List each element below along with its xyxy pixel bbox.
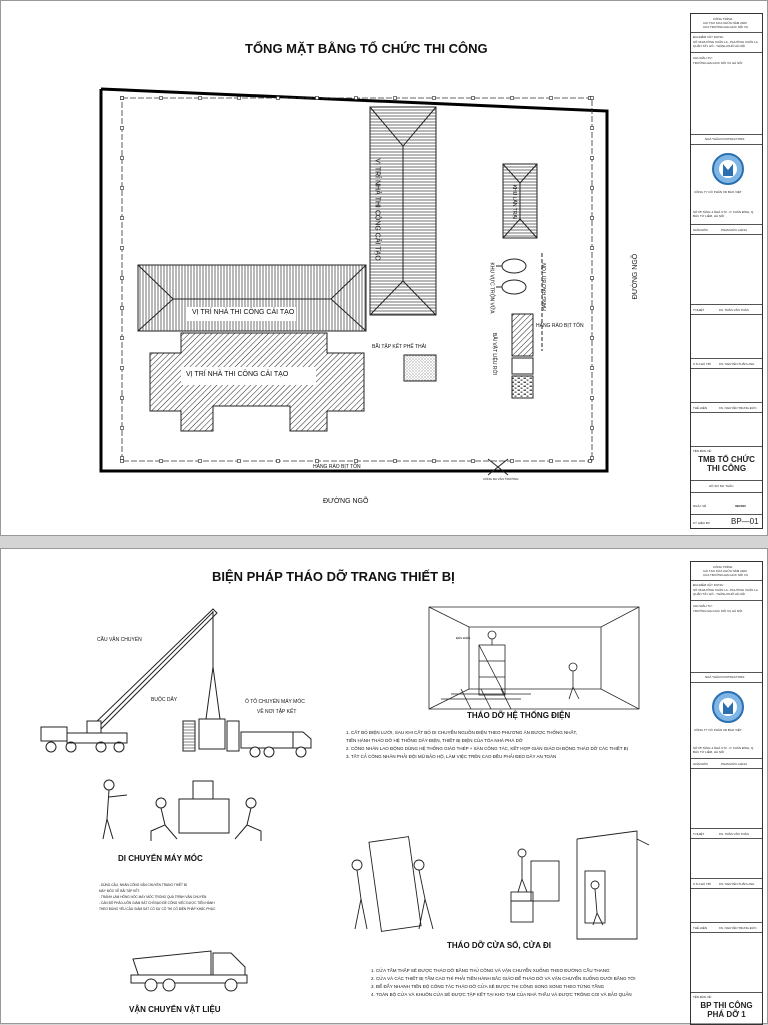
tb-contractor-head: NHÀ THẦU/CONTRACTORS:	[705, 137, 746, 141]
tb-director-name: PHẠM ĐỨC HẠNH	[721, 228, 747, 232]
label-truck-bottom: VỀ NƠI TẬP KẾT	[257, 709, 297, 715]
fence-post	[316, 97, 319, 100]
fence-post	[277, 97, 280, 100]
fence-post	[121, 397, 124, 400]
label-truck-top: Ô TÔ CHUYỂN MÁY MÓC	[245, 699, 305, 705]
tb-owner-head: CHỦ ĐẦU TƯ:	[693, 604, 713, 608]
building-left-lower	[150, 333, 364, 431]
fence-post	[199, 460, 202, 463]
fence-post	[550, 460, 553, 463]
window-caption: THÁO DỠ CỬA SỔ, CỬA ĐI	[447, 941, 551, 950]
electrical-caption: THÁO DỠ HỆ THỐNG ĐIỆN	[467, 711, 571, 720]
fence-post	[199, 97, 202, 100]
fence-post	[121, 247, 124, 250]
site-plan-drawing	[1, 1, 768, 537]
fence-post	[355, 460, 358, 463]
company-logo	[711, 690, 745, 724]
fence-post	[160, 97, 163, 100]
tb-project-line2: CỦA TRƯỜNG ĐẠI HỌC NỘI VỤ	[703, 25, 749, 29]
fence-post	[394, 97, 397, 100]
fence-post	[591, 397, 594, 400]
transport-truck	[241, 732, 311, 757]
tb-project-line2: CỦA TRƯỜNG ĐẠI HỌC NỘI VỤ	[703, 573, 749, 577]
transport-caption: VẬN CHUYỂN VẬT LIỆU	[129, 1005, 221, 1014]
fence-post	[355, 97, 358, 100]
demolition-drawing	[1, 549, 768, 1025]
fence-post	[121, 457, 124, 460]
label-waste: BÃI TẬP KẾT PHẾ THẢI	[372, 344, 427, 350]
tb-design-name: KS. NGUYỄN TRUNG ĐỨC	[719, 926, 757, 930]
tb-drawing-name: BP THI CÔNG PHÁ DỠ 1	[700, 1001, 753, 1019]
electrical-note: 2. CÔNG NHÂN LAO ĐỘNG DÙNG HỆ THỐNG GIÁO THÉP + SÀN CÔNG TÁC, KẾT HỢP GIÀN GIÁO DI ĐỘNG THÁO DỠ CÁC THIẾT BỊ	[346, 746, 628, 751]
tb-manager-role: T.NHIỆT	[693, 308, 705, 312]
tb-date-label: NGÀY VẼ	[693, 504, 707, 508]
fence-post	[121, 460, 124, 463]
window-note: 3. ĐỂ ĐẨY NHANH TIẾN ĐỘ CÔNG TÁC THÁO DỠ CỬA SẼ ĐƯỢC THI CÔNG SONG SONG THEO TỪNG TẦNG	[371, 984, 605, 989]
label-road-right: ĐƯỜNG NGÕ	[632, 253, 640, 300]
tb-check-name: KS. NGUYỄN XUÂN LINH	[719, 882, 755, 886]
fence-post	[238, 97, 241, 100]
machine-note: - TRÁNH LÀM HỎNG HÓC MÁY MÓC TRONG QUÁ TRÌNH VẬN CHUYỂN	[99, 895, 207, 899]
fence-post	[121, 337, 124, 340]
fence-post	[472, 460, 475, 463]
machine-note: - DÙNG CẦU, NHÂN CÔNG VẬN CHUYỂN TRANG THIẾT BỊ	[99, 883, 187, 887]
label-fence-corner: HÀNG RÀO BỊT TÔN	[536, 323, 584, 329]
tb-project-head: CÔNG TRÌNH:	[713, 17, 733, 21]
tb-manager-name: KS. TRẦN VĂN TOÀN	[719, 308, 749, 312]
window-notes	[371, 967, 635, 999]
label-building-center: VỊ TRÍ NHÀ THI CÔNG CẢI TẠO	[373, 158, 381, 261]
tb-project-line1: CẢI TẠO SỬA CHỮA NĂM 2020	[703, 21, 747, 25]
tb-project-head: CÔNG TRÌNH:	[713, 565, 733, 569]
dump-truck	[131, 951, 247, 991]
fence-post	[433, 97, 436, 100]
machine-note: MÁY MÓC VỀ BÃI TẬP KẾT.	[99, 889, 140, 893]
label-gate: CỔNG RA VÀO TRƯỜNG	[483, 477, 519, 481]
tb-design-role: THỂ HIỆN	[693, 406, 708, 410]
tb-manager-role: T.NHIỆT	[693, 832, 705, 836]
tb-director-name: PHẠM ĐỨC HẠNH	[721, 762, 747, 766]
electrical-note: 3. TẤT CẢ CÔNG NHÂN PHẢI ĐỘI MŨ BẢO HỘ, LÀM VIỆC TRÊN CAO ĐỀU PHẢI ĐEO DÂY AN TOÀN	[346, 754, 557, 759]
fence-post	[511, 97, 514, 100]
window-note: 4. TOÀN BỘ CỬA VÀ KHUÔN CỬA SẼ ĐƯỢC TẬP KẾT TẠI KHO TẠM CỦA NHÀ THẦU VÀ ĐƯỢC TRÔNG COI VÀ BẢO QUẢN	[371, 992, 632, 997]
fence-post	[591, 337, 594, 340]
machine-notes	[99, 882, 215, 912]
machine-note: - CÁN BỘ PHẢI LUÔN GIÁM SÁT CHỈ ĐẠO ĐỂ CÔNG VIỆC ĐƯỢC TIẾN HÀNH	[99, 901, 215, 905]
tb-stage: HỒ SƠ DỰ THẦU	[709, 484, 734, 488]
waste-area	[404, 355, 436, 381]
tb-design-name: KS. NGUYỄN TRUNG ĐỨC	[719, 406, 757, 410]
fence-post	[160, 460, 163, 463]
company-logo	[711, 152, 745, 186]
workers-moving-machine	[103, 780, 261, 841]
tb-director-role: GIÁM ĐỐC	[693, 762, 709, 766]
fence-post	[591, 217, 594, 220]
fence-post	[591, 367, 594, 370]
label-fence-bottom: HÀNG RÀO BỊT TÔN	[313, 464, 361, 470]
label-building-small: KHU LÁN TRẠI	[511, 184, 518, 220]
tb-contractor-head: NHÀ THẦU/CONTRACTORS:	[705, 675, 746, 679]
building-left-upper	[138, 265, 366, 331]
tb-owner-line: TRƯỜNG ĐẠI HỌC NỘI VỤ HÀ NỘI	[693, 609, 743, 613]
title-block	[690, 561, 763, 1025]
materials-area	[512, 314, 533, 398]
room-electrical	[429, 607, 639, 709]
fence-post	[121, 157, 124, 160]
fence-post	[121, 427, 124, 430]
label-mini: ĐÈN ĐIỆN	[456, 636, 471, 640]
fence-post	[121, 127, 124, 130]
fence-post	[394, 460, 397, 463]
title-block	[690, 13, 763, 529]
label-rope: BUỘC DÂY	[151, 697, 178, 703]
label-mixing: KHU VỰC TRỘN VỮA	[488, 262, 495, 314]
tb-code-label: KÝ HIỆU BV	[693, 521, 710, 525]
electrical-note: TIẾN HÀNH THÁO DỠ HỆ THỐNG DÂY ĐIỆN, THIẾT BỊ ĐIỆN CỦA TÒA NHÀ PHÁ DỠ	[346, 738, 523, 743]
tb-location-head: ĐỊA ĐIỂM XÂY DỰNG:	[693, 583, 724, 587]
fence-post	[591, 427, 594, 430]
machine-lifted	[183, 667, 239, 751]
window-note: 1. CỬA TẤM THẤP SẼ ĐƯỢC THÁO DỠ BẰNG THỦ CÔNG VÀ VẬN CHUYỂN XUỐNG THEO ĐƯỜNG CẦU THANG	[371, 968, 610, 973]
tb-location-line1: SỐ 36 ĐƯỜNG XUÂN LA - PHƯỜNG XUÂN LA	[693, 40, 758, 44]
tb-drawing-head: TÊN BẢN VẼ:	[693, 449, 712, 453]
machine-caption: DI CHUYỂN MÁY MÓC	[118, 854, 203, 863]
fence-post	[591, 307, 594, 310]
fence-post	[591, 247, 594, 250]
tb-owner-head: CHỦ ĐẦU TƯ:	[693, 56, 713, 60]
tb-check-role: K.S.CHỦ TRÌ	[693, 882, 711, 886]
sheet1-title: TỔNG MẶT BẰNG TỔ CHỨC THI CÔNG	[245, 41, 488, 56]
window-note: 2. CỬA VÀ CÁC THIẾT BỊ TẦM CAO THÌ PHẢI TIẾN HÀNH BẮC GIÁO ĐỂ THÁO DỠ VÀ VẬN CHUYỂN XUỐNG DƯỚI BẰNG TỜI	[371, 976, 636, 981]
tb-address: SỐ 05 TẦNG 4 NHÀ CT2 - P. XUÂN ĐỈNH, Q. BẮC TỪ LIÊM, HÀ NỘI	[693, 746, 755, 754]
label-crane: CẦU VẬN CHUYỂN	[97, 637, 142, 643]
electrical-notes	[346, 729, 628, 761]
mixing-equipment	[496, 259, 526, 294]
tb-location-head: ĐỊA ĐIỂM XÂY DỰNG:	[693, 35, 724, 39]
building-small	[503, 164, 537, 238]
fence-post	[591, 277, 594, 280]
label-road-bottom: ĐƯỜNG NGÕ	[323, 498, 369, 505]
tb-design-role: THỂ HIỆN	[693, 926, 708, 930]
label-fence-side: HÀNG RÀO BỊT TÔN	[541, 263, 548, 311]
fence-post	[589, 460, 592, 463]
fence-post	[550, 97, 553, 100]
fence-post	[277, 460, 280, 463]
fence-post	[591, 127, 594, 130]
tb-owner-line: TRƯỜNG ĐẠI HỌC NỘI VỤ HÀ NỘI	[693, 61, 743, 65]
fence-post	[121, 277, 124, 280]
tb-director-role: GIÁM ĐỐC	[693, 228, 709, 232]
electrical-note: 1. CẮT BỎ ĐIỆN LƯỚI, SAU KHI CẮT BỎ DI CHUYỂN NGUỒN ĐIỆN THEO PHƯƠNG ÁN ĐƯỢC THỐNG NHẤT,	[346, 730, 578, 735]
tb-location-line2: QUẬN TÂY HỒ - THÀNH PHỐ HÀ NỘI	[693, 592, 746, 596]
tb-manager-name: KS. TRẦN VĂN TOÀN	[719, 832, 749, 836]
tb-address: SỐ 05 TẦNG 4 NHÀ CT2 - P. XUÂN ĐỈNH, Q. BẮC TỪ LIÊM, HÀ NỘI	[693, 210, 755, 218]
tb-location-line2: QUẬN TÂY HỒ - THÀNH PHỐ HÀ NỘI	[693, 44, 746, 48]
fence-post	[121, 187, 124, 190]
door-removal-workers	[352, 831, 649, 939]
fence-post	[121, 97, 124, 100]
fence-post	[591, 157, 594, 160]
fence-post	[121, 217, 124, 220]
label-building-left-upper: VỊ TRÍ NHÀ THI CÔNG CẢI TẠO	[192, 309, 295, 316]
fence-post	[591, 97, 594, 100]
demolition-sheet	[0, 548, 768, 1024]
fence-post	[121, 307, 124, 310]
fence-post	[511, 460, 514, 463]
tb-check-role: K.S.CHỦ TRÌ	[693, 362, 711, 366]
fence-post	[591, 187, 594, 190]
tb-code: BP—01	[731, 517, 759, 526]
gate-symbol	[488, 459, 508, 475]
label-building-left-lower: VỊ TRÍ NHÀ THI CÔNG CẢI TẠO	[186, 371, 289, 378]
tb-location-line1: SỐ 36 ĐƯỜNG XUÂN LA - PHƯỜNG XUÂN LA	[693, 588, 758, 592]
fence-post	[472, 97, 475, 100]
tb-check-name: KS. NGUYỄN XUÂN LINH	[719, 362, 755, 366]
sheet2-title: BIỆN PHÁP THÁO DỠ TRANG THIẾT BỊ	[212, 569, 455, 584]
fence-post	[433, 460, 436, 463]
label-materials: BÃI VẬT LIỆU RỜI	[491, 332, 498, 376]
fence-post	[591, 457, 594, 460]
tb-drawing-head: TÊN BẢN VẼ:	[693, 995, 712, 999]
machine-note: THEO ĐÚNG YÊU CẦU GIÁM SÁT CÓ SỰ CỐ THÌ CÓ BIỆN PHÁP KHẮC PHỤC	[99, 907, 216, 911]
tb-date: 09/2020	[735, 504, 746, 508]
fence-post	[316, 460, 319, 463]
fence-post	[238, 460, 241, 463]
tb-company: CÔNG TY CỔ PHẦN XD BẢO VIỆT	[694, 190, 742, 194]
tb-project-line1: CẢI TẠO SỬA CHỮA NĂM 2020	[703, 569, 747, 573]
tb-company: CÔNG TY CỔ PHẦN XD BẢO VIỆT	[694, 728, 742, 732]
tb-drawing-name: TMB TỔ CHỨC THI CÔNG	[698, 455, 755, 473]
fence-post	[121, 367, 124, 370]
